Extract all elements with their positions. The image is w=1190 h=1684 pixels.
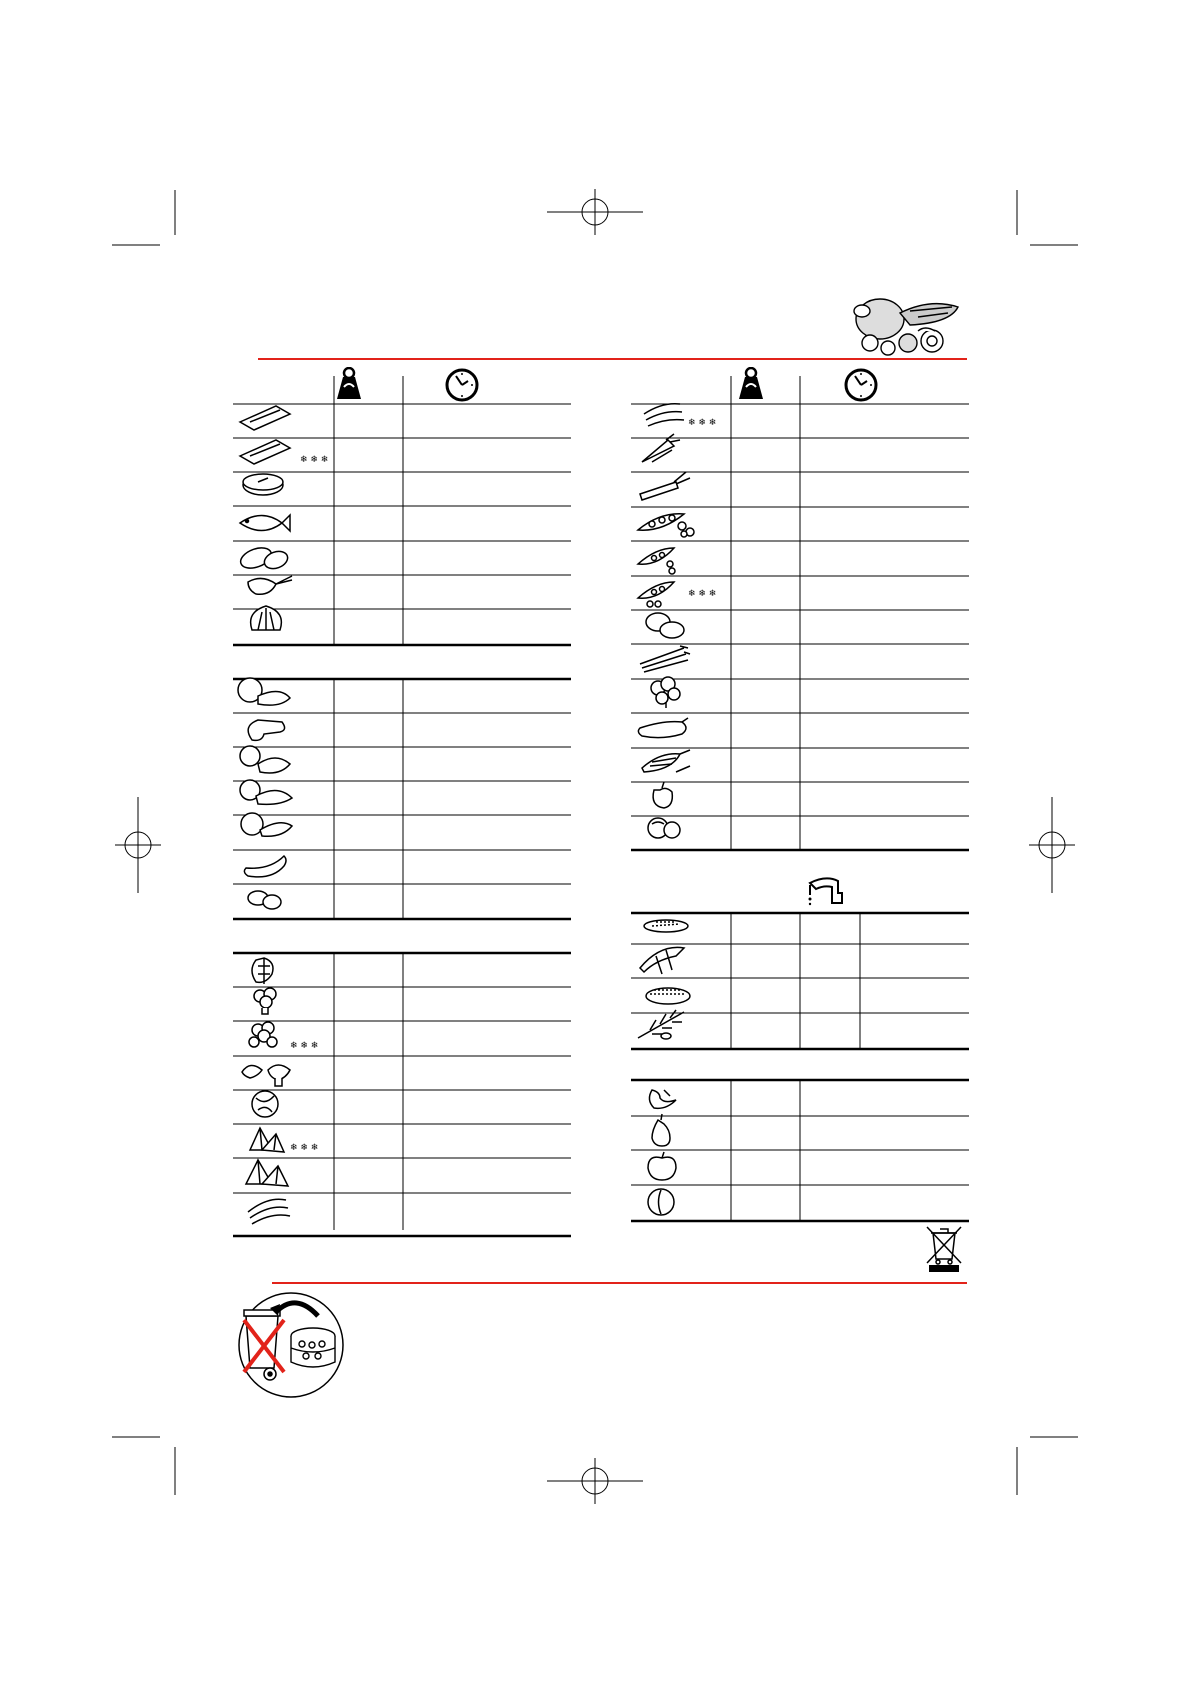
wheat-icon — [638, 1010, 684, 1039]
rice-icon — [644, 920, 688, 932]
sugar-snap-peas-icon — [638, 548, 675, 574]
pear-icon — [652, 1114, 670, 1146]
wheelie-bin-crossed-icon — [236, 1290, 346, 1400]
pepper-icon — [653, 782, 672, 808]
weee-bin-icon — [923, 1225, 965, 1273]
wheat-bowl-icon — [640, 947, 684, 974]
turnip-icon — [648, 818, 680, 838]
corn-icon — [642, 750, 690, 772]
apple-icon — [648, 1152, 676, 1180]
recycle-steamer-icon — [291, 1328, 335, 1367]
couscous-icon — [646, 988, 690, 1004]
asparagus-icon — [640, 646, 690, 672]
svg-text:❄ ❄ ❄: ❄ ❄ ❄ — [688, 589, 717, 599]
cauliflower-icon — [651, 677, 680, 708]
frozen-peas-icon — [638, 582, 674, 607]
svg-text:❄ ❄ ❄: ❄ ❄ ❄ — [688, 418, 717, 428]
banana-icon — [649, 1090, 676, 1108]
footer-rule — [272, 1282, 967, 1284]
apricot-icon — [648, 1189, 674, 1215]
peas-icon — [638, 514, 694, 537]
carrots-icon — [642, 434, 680, 462]
svg-text:❄ ❄ ❄: ❄ ❄ ❄ — [290, 1143, 319, 1153]
svg-text:❄ ❄ ❄: ❄ ❄ ❄ — [300, 455, 329, 465]
leeks-icon — [640, 472, 690, 500]
frozen-green-beans-icon — [644, 404, 684, 426]
potatoes-icon — [646, 613, 684, 638]
zucchini-icon — [638, 718, 688, 738]
svg-text:❄ ❄ ❄: ❄ ❄ ❄ — [290, 1041, 319, 1051]
